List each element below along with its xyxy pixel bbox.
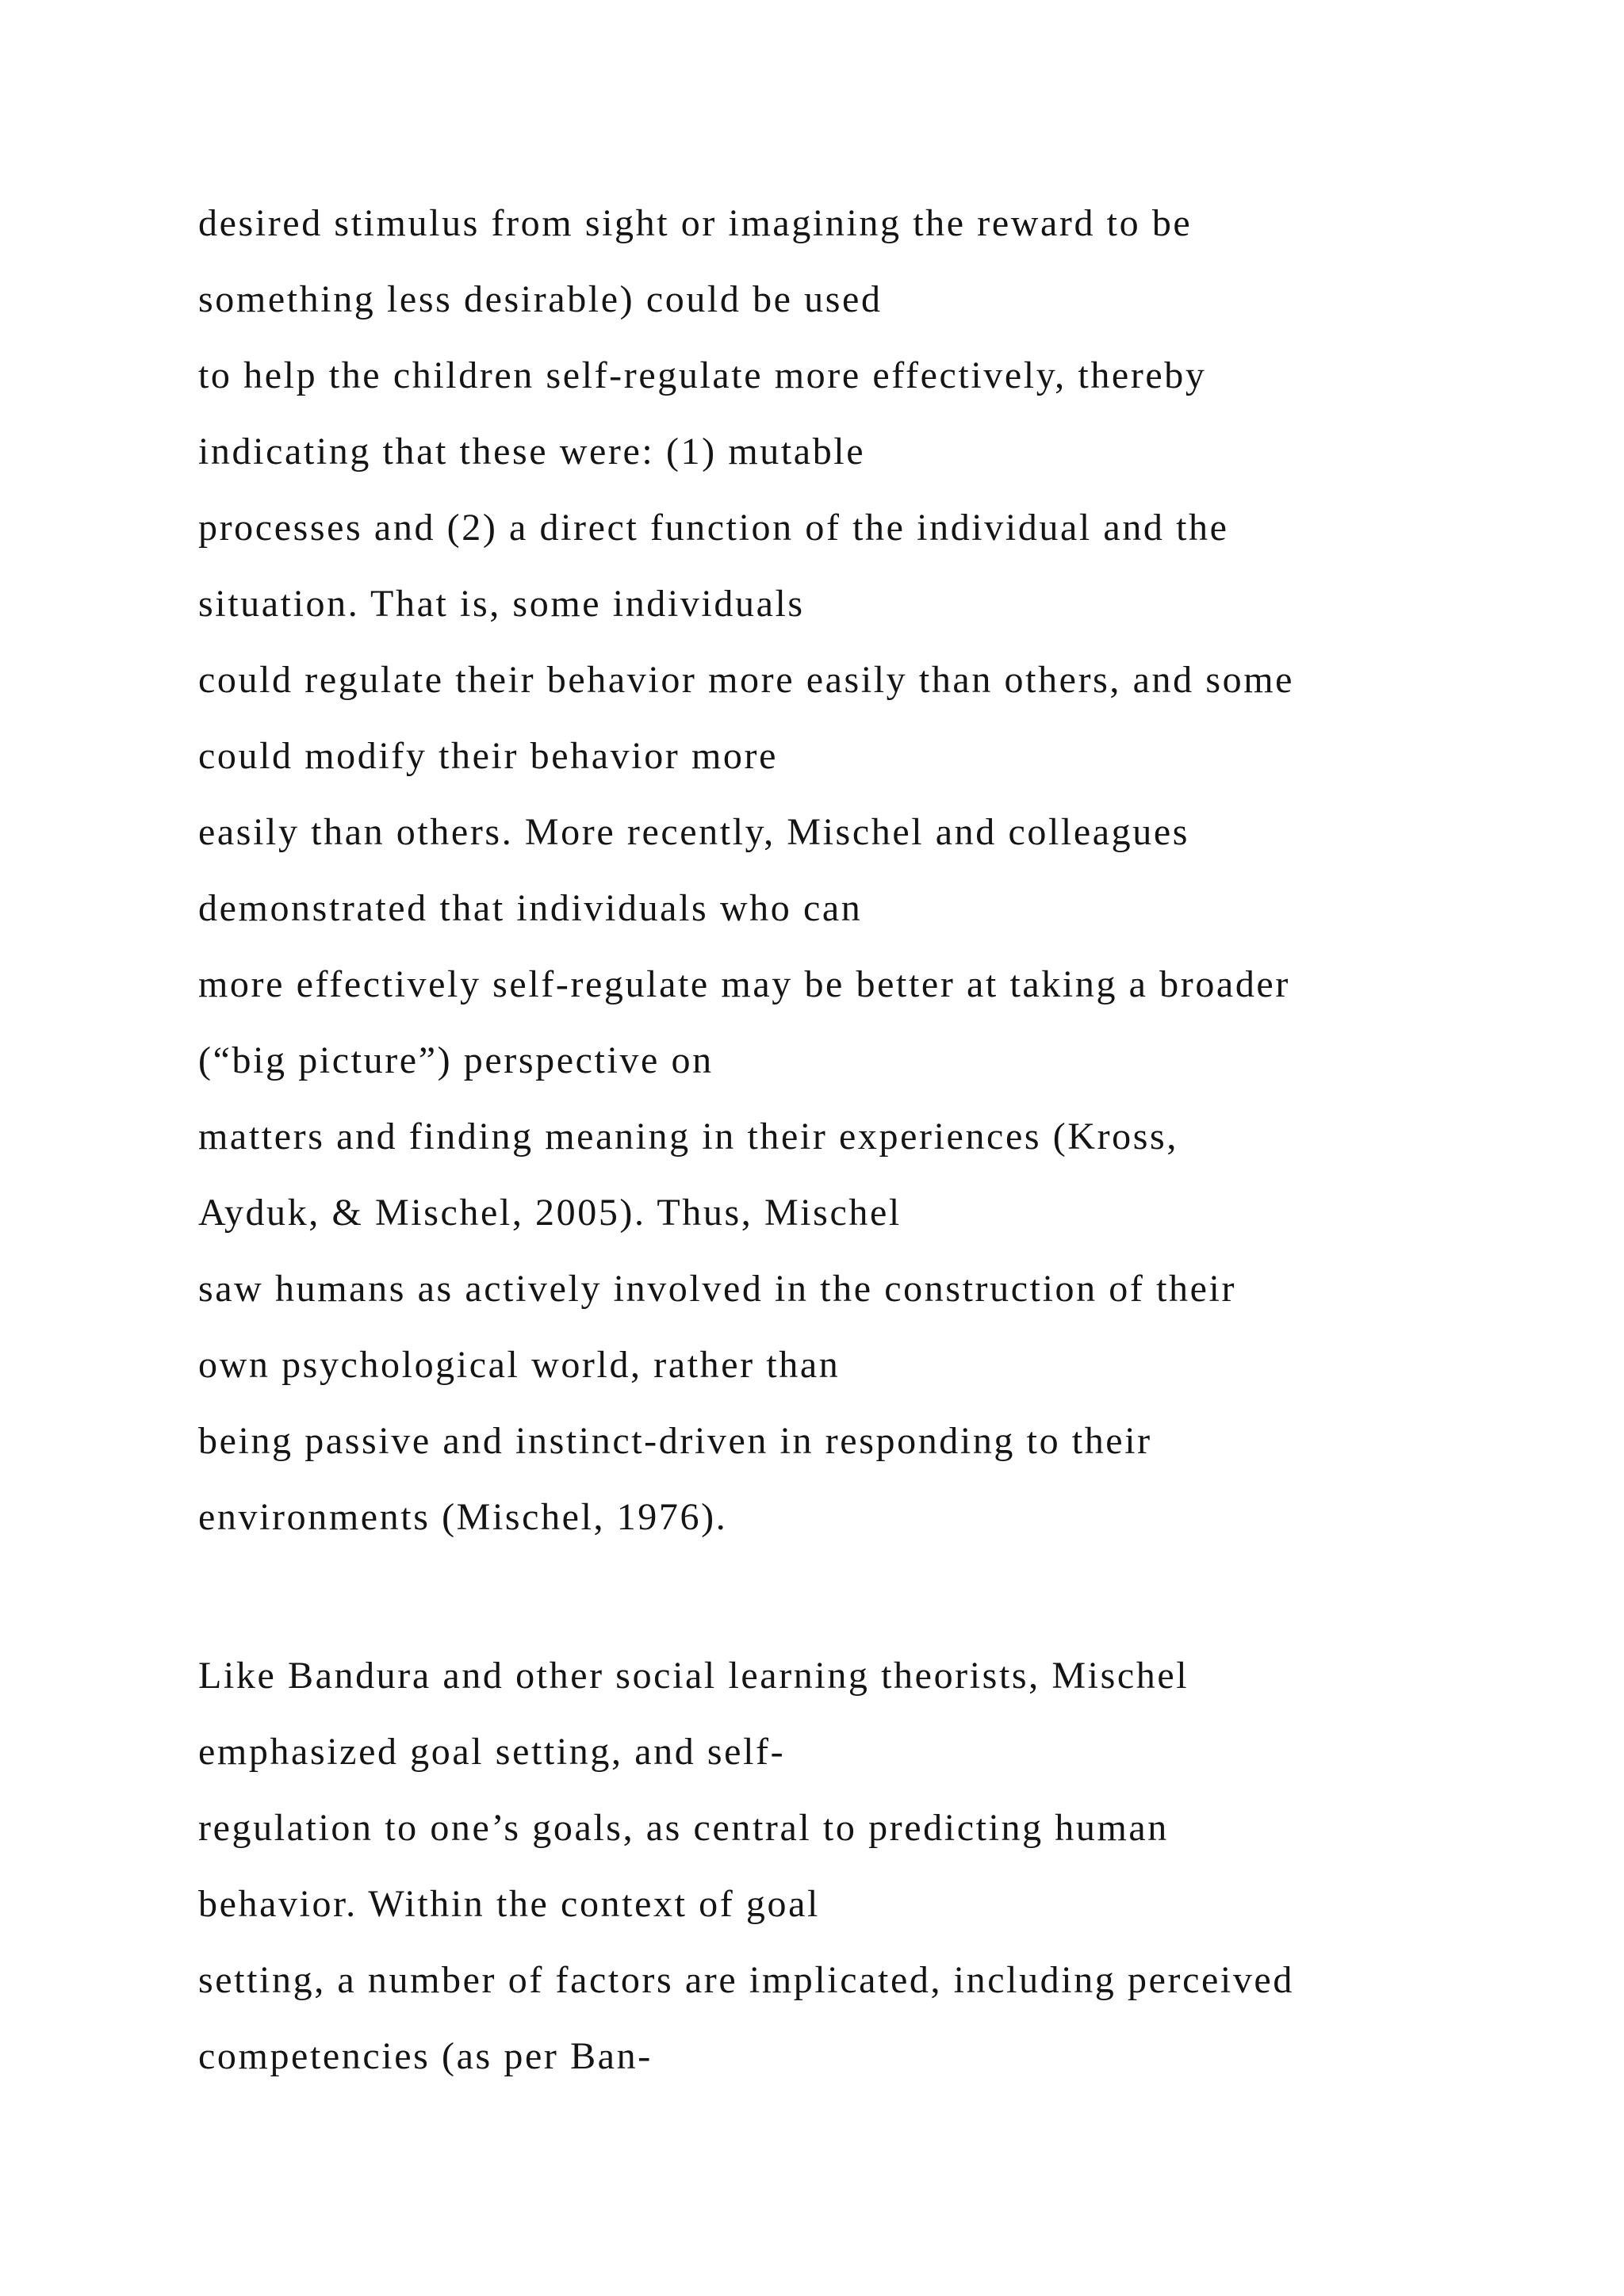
text-line: regulation to one’s goals, as central to predicting human	[198, 1807, 1169, 1849]
text-line: (“big picture”) perspective on	[198, 1039, 714, 1081]
text-line: setting, a number of factors are implicated, including perceived	[198, 1959, 1294, 2001]
text-line: environments (Mischel, 1976).	[198, 1496, 728, 1538]
text-line: being passive and instinct-driven in responding to their	[198, 1420, 1152, 1462]
text-line: situation. That is, some individuals	[198, 583, 805, 625]
text-line: emphasized goal setting, and self-	[198, 1731, 786, 1773]
text-line: to help the children self-regulate more effectively, thereby	[198, 354, 1207, 396]
paragraph-1	[198, 186, 1546, 1556]
text-line: could modify their behavior more	[198, 735, 779, 777]
text-line: easily than others. More recently, Mischel and colleagues	[198, 811, 1190, 853]
text-line: something less desirable) could be used	[198, 278, 883, 320]
text-line: saw humans as actively involved in the construction of their	[198, 1268, 1237, 1310]
text-line: more effectively self-regulate may be better at taking a broader	[198, 963, 1290, 1005]
text-line: demonstrated that individuals who can	[198, 887, 863, 929]
text-line: matters and finding meaning in their experiences (Kross,	[198, 1115, 1178, 1158]
text-line: indicating that these were: (1) mutable	[198, 430, 866, 473]
paragraph-2	[198, 1638, 1546, 2095]
text-line: behavior. Within the context of goal	[198, 1883, 820, 1925]
text-line: desired stimulus from sight or imagining the reward to be	[198, 202, 1193, 244]
text-line: Ayduk, & Mischel, 2005). Thus, Mischel	[198, 1192, 902, 1234]
text-line: Like Bandura and other social learning theorists, Mischel	[198, 1655, 1189, 1697]
text-line: could regulate their behavior more easily than others, and some	[198, 659, 1295, 701]
text-line: competencies (as per Ban-	[198, 2035, 653, 2077]
text-line: own psychological world, rather than	[198, 1344, 841, 1386]
text-line: processes and (2) a direct function of the individual and the	[198, 507, 1229, 549]
